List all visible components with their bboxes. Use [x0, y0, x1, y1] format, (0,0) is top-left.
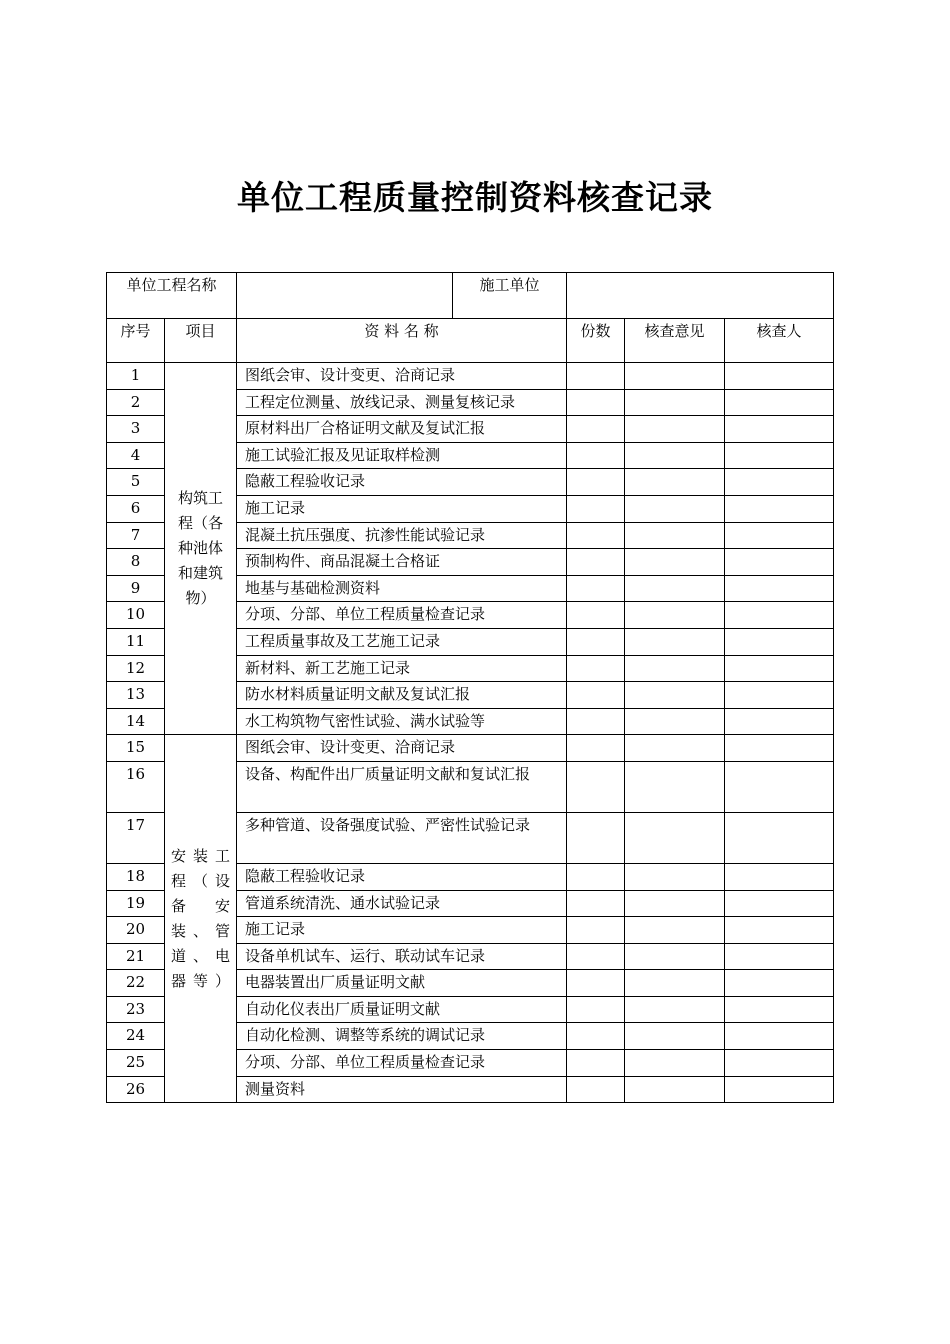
opinion-cell[interactable] [625, 735, 725, 762]
inspector-cell[interactable] [725, 655, 834, 682]
copies-cell[interactable] [567, 761, 625, 812]
copies-cell[interactable] [567, 522, 625, 549]
inspector-cell[interactable] [725, 812, 834, 863]
copies-cell[interactable] [567, 575, 625, 602]
copies-cell[interactable] [567, 996, 625, 1023]
inspector-cell[interactable] [725, 575, 834, 602]
opinion-cell[interactable] [625, 812, 725, 863]
opinion-cell[interactable] [625, 943, 725, 970]
copies-cell[interactable] [567, 602, 625, 629]
inspector-cell[interactable] [725, 363, 834, 390]
item-category-line: 和建筑 [178, 564, 224, 583]
header-row-project [107, 273, 834, 319]
row-number: 14 [107, 708, 165, 735]
item-category-line: 种池体 [178, 539, 224, 558]
document-name: 地基与基础检测资料 [237, 575, 567, 602]
row-number: 21 [107, 943, 165, 970]
row-number: 19 [107, 890, 165, 917]
document-name: 测量资料 [237, 1076, 567, 1103]
document-name: 图纸会审、设计变更、洽商记录 [237, 363, 567, 390]
document-name: 多种管道、设备强度试验、严密性试验记录 [237, 812, 567, 863]
row-number: 18 [107, 863, 165, 890]
opinion-cell[interactable] [625, 1023, 725, 1050]
unit-project-name-field[interactable] [237, 273, 453, 319]
copies-cell[interactable] [567, 1050, 625, 1077]
opinion-cell[interactable] [625, 389, 725, 416]
inspector-cell[interactable] [725, 442, 834, 469]
item-category-line: 备 安 [171, 896, 231, 915]
copies-cell[interactable] [567, 970, 625, 997]
col-header-inspector: 核查人 [725, 319, 834, 363]
col-header-copies: 份数 [567, 319, 625, 363]
opinion-cell[interactable] [625, 761, 725, 812]
opinion-cell[interactable] [625, 682, 725, 709]
inspector-cell[interactable] [725, 469, 834, 496]
row-number: 1 [107, 363, 165, 390]
opinion-cell[interactable] [625, 469, 725, 496]
inspector-cell[interactable] [725, 863, 834, 890]
opinion-cell[interactable] [625, 970, 725, 997]
inspector-cell[interactable] [725, 996, 834, 1023]
document-name: 预制构件、商品混凝土合格证 [237, 549, 567, 576]
page-title: 单位工程质量控制资料核查记录 [237, 178, 713, 217]
inspector-cell[interactable] [725, 522, 834, 549]
opinion-cell[interactable] [625, 890, 725, 917]
document-name: 图纸会审、设计变更、洽商记录 [237, 735, 567, 762]
row-number: 23 [107, 996, 165, 1023]
copies-cell[interactable] [567, 863, 625, 890]
document-name: 设备单机试车、运行、联动试车记录 [237, 943, 567, 970]
inspection-record-table [106, 272, 834, 1103]
copies-cell[interactable] [567, 442, 625, 469]
copies-cell[interactable] [567, 890, 625, 917]
document-name: 原材料出厂合格证明文献及复试汇报 [237, 416, 567, 443]
copies-cell[interactable] [567, 735, 625, 762]
copies-cell[interactable] [567, 943, 625, 970]
row-number: 13 [107, 682, 165, 709]
construction-unit-field[interactable] [567, 273, 834, 319]
unit-project-name-label: 单位工程名称 [107, 273, 237, 319]
inspector-cell[interactable] [725, 628, 834, 655]
row-number: 22 [107, 970, 165, 997]
opinion-cell[interactable] [625, 416, 725, 443]
row-number: 8 [107, 549, 165, 576]
inspector-cell[interactable] [725, 1023, 834, 1050]
item-category-line: 程（设 [171, 871, 231, 890]
inspector-cell[interactable] [725, 735, 834, 762]
row-number: 11 [107, 628, 165, 655]
row-number: 9 [107, 575, 165, 602]
inspector-cell[interactable] [725, 389, 834, 416]
table-row [107, 363, 834, 390]
inspector-cell[interactable] [725, 1076, 834, 1103]
inspector-cell[interactable] [725, 495, 834, 522]
column-header-row [107, 319, 834, 363]
copies-cell[interactable] [567, 389, 625, 416]
row-number: 15 [107, 735, 165, 762]
item-category-line: 物） [185, 589, 216, 608]
copies-cell[interactable] [567, 549, 625, 576]
document-name: 自动化仪表出厂质量证明文献 [237, 996, 567, 1023]
inspector-cell[interactable] [725, 602, 834, 629]
copies-cell[interactable] [567, 812, 625, 863]
col-header-doc-name: 资 料 名 称 [237, 319, 567, 363]
document-name: 分项、分部、单位工程质量检查记录 [237, 602, 567, 629]
construction-unit-label: 施工单位 [453, 273, 567, 319]
copies-cell[interactable] [567, 682, 625, 709]
col-header-item: 项目 [165, 319, 237, 363]
opinion-cell[interactable] [625, 917, 725, 944]
row-number: 7 [107, 522, 165, 549]
copies-cell[interactable] [567, 655, 625, 682]
inspector-cell[interactable] [725, 943, 834, 970]
row-number: 10 [107, 602, 165, 629]
document-name: 设备、构配件出厂质量证明文献和复试汇报 [237, 761, 567, 812]
opinion-cell[interactable] [625, 602, 725, 629]
copies-cell[interactable] [567, 1076, 625, 1103]
row-number: 3 [107, 416, 165, 443]
opinion-cell[interactable] [625, 708, 725, 735]
row-number: 20 [107, 917, 165, 944]
copies-cell[interactable] [567, 917, 625, 944]
row-number: 4 [107, 442, 165, 469]
opinion-cell[interactable] [625, 863, 725, 890]
row-number: 16 [107, 761, 165, 812]
opinion-cell[interactable] [625, 655, 725, 682]
opinion-cell[interactable] [625, 522, 725, 549]
inspector-cell[interactable] [725, 416, 834, 443]
row-number: 12 [107, 655, 165, 682]
opinion-cell[interactable] [625, 442, 725, 469]
inspector-cell[interactable] [725, 761, 834, 812]
inspector-cell[interactable] [725, 890, 834, 917]
document-name: 工程质量事故及工艺施工记录 [237, 628, 567, 655]
document-name: 新材料、新工艺施工记录 [237, 655, 567, 682]
inspector-cell[interactable] [725, 682, 834, 709]
opinion-cell[interactable] [625, 996, 725, 1023]
item-category-line: 器等） [171, 971, 231, 990]
item-category [165, 363, 237, 735]
inspector-cell[interactable] [725, 970, 834, 997]
opinion-cell[interactable] [625, 549, 725, 576]
opinion-cell[interactable] [625, 495, 725, 522]
item-category-line: 安装工 [171, 846, 231, 865]
item-category-line: 程（各 [178, 514, 224, 533]
row-number: 26 [107, 1076, 165, 1103]
document-name: 隐蔽工程验收记录 [237, 863, 567, 890]
col-header-opinion: 核查意见 [625, 319, 725, 363]
document-name: 工程定位测量、放线记录、测量复核记录 [237, 389, 567, 416]
opinion-cell[interactable] [625, 1076, 725, 1103]
inspector-cell[interactable] [725, 549, 834, 576]
row-number: 2 [107, 389, 165, 416]
copies-cell[interactable] [567, 628, 625, 655]
row-number: 17 [107, 812, 165, 863]
opinion-cell[interactable] [625, 363, 725, 390]
item-category-line: 道、电 [171, 946, 231, 965]
item-category [165, 735, 237, 1103]
row-number: 5 [107, 469, 165, 496]
copies-cell[interactable] [567, 416, 625, 443]
opinion-cell[interactable] [625, 1050, 725, 1077]
item-category-line: 装、管 [171, 921, 231, 940]
row-number: 24 [107, 1023, 165, 1050]
col-header-seq: 序号 [107, 319, 165, 363]
copies-cell[interactable] [567, 469, 625, 496]
document-name: 施工记录 [237, 917, 567, 944]
document-name: 隐蔽工程验收记录 [237, 469, 567, 496]
inspector-cell[interactable] [725, 917, 834, 944]
document-name: 自动化检测、调整等系统的调试记录 [237, 1023, 567, 1050]
document-name: 水工构筑物气密性试验、满水试验等 [237, 708, 567, 735]
copies-cell[interactable] [567, 363, 625, 390]
document-name: 管道系统清洗、通水试验记录 [237, 890, 567, 917]
item-category-line: 构筑工 [178, 489, 224, 508]
document-name: 电器装置出厂质量证明文献 [237, 970, 567, 997]
table-row [107, 735, 834, 762]
copies-cell[interactable] [567, 1023, 625, 1050]
opinion-cell[interactable] [625, 628, 725, 655]
document-name: 施工记录 [237, 495, 567, 522]
copies-cell[interactable] [567, 708, 625, 735]
document-name: 施工试验汇报及见证取样检测 [237, 442, 567, 469]
row-number: 25 [107, 1050, 165, 1077]
copies-cell[interactable] [567, 495, 625, 522]
row-number: 6 [107, 495, 165, 522]
inspector-cell[interactable] [725, 708, 834, 735]
inspector-cell[interactable] [725, 1050, 834, 1077]
opinion-cell[interactable] [625, 575, 725, 602]
document-name: 混凝土抗压强度、抗渗性能试验记录 [237, 522, 567, 549]
document-name: 防水材料质量证明文献及复试汇报 [237, 682, 567, 709]
document-name: 分项、分部、单位工程质量检查记录 [237, 1050, 567, 1077]
